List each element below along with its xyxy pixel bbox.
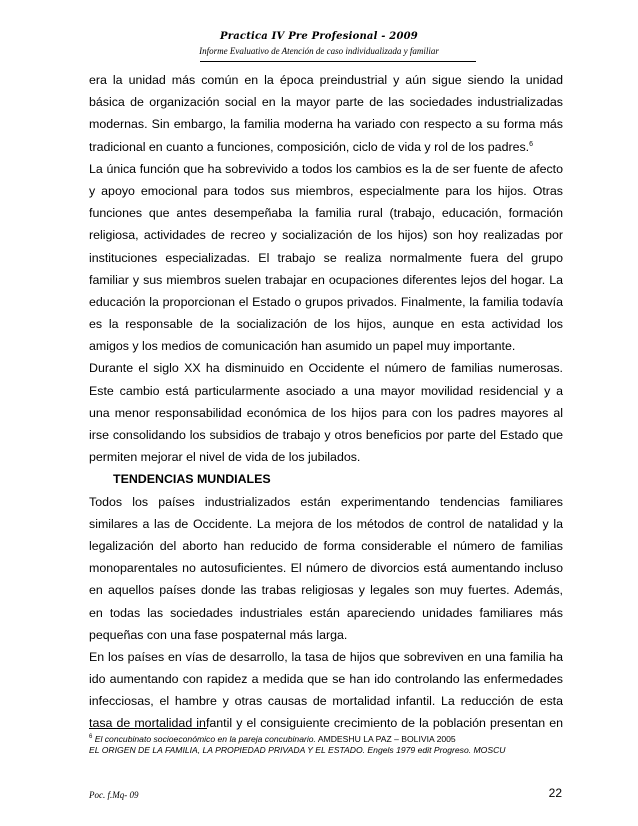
text-line: tasa de mortalidad infantil y el consiguiente crecimiento de la población presentan en	[89, 716, 563, 731]
footnote-divider	[89, 728, 207, 729]
header-title: Practica IV Pre Profesional - 2009	[220, 31, 418, 42]
footnote-reference: 6	[529, 140, 534, 148]
text-line: Durante el siglo XX ha disminuido en Occidente el número de familias numerosas.	[89, 361, 563, 376]
text-line: Este cambio está particularmente asociado a una mayor movilidad residencial y a	[89, 383, 563, 398]
text-line: pequeñas con una fase pospaternal más larga.	[89, 627, 348, 642]
text-line: es la responsable de la socialización de los hijos, aunque en esta actividad los	[89, 317, 563, 332]
text-line: ido aumentando con rapidez a medida que se han ido controlando las enfermedades	[89, 672, 563, 687]
text-line: La única función que ha sobrevivido a todos los cambios es la de ser fuente de afecto	[89, 161, 563, 176]
text-line: En los países en vías de desarrollo, la tasa de hijos que sobreviven en una familia ha	[89, 649, 563, 664]
text-line: religiosa, actividades de recreo y socialización de los hijos) son hoy realizadas por	[89, 228, 563, 243]
footnote-plain-text: AMDESHU LA PAZ – BOLIVIA 2005	[315, 733, 456, 744]
text-line: y apoyo emocional para todos sus miembros, especialmente para los hijos. Otras	[89, 183, 563, 198]
text-line: una menor responsabilidad económica de los hijos para con los padres mayores al	[89, 405, 563, 420]
footnote-marker: 6	[89, 734, 93, 740]
text-line: en todas las sociedades industriales están apareciendo unidades familiares más	[89, 605, 563, 620]
text-line: básica de organización social en la mayor parte de las sociedades industrializadas	[89, 95, 563, 110]
body-text	[89, 69, 563, 735]
footnote-italic-text: El concubinato socioeconómico en la pareja concubinario.	[92, 733, 316, 744]
text-line: modernas. Sin embargo, la familia moderna ha variado con respecto a su forma más	[89, 117, 563, 132]
text-line: similares a las de Occidente. La mejora de los métodos de control de natalidad y la	[89, 516, 563, 531]
section-heading: TENDENCIAS MUNDIALES	[113, 472, 271, 487]
text-line: en aquellos países donde las trabas religiosas y legales son muy fuertes. Además,	[89, 583, 563, 598]
text-line: monoparentales no autosuficientes. El número de divorcios está aumentando incluso	[89, 561, 563, 576]
header-subtitle: Informe Evaluativo de Atención de caso individualizada y familiar	[199, 46, 439, 56]
text-line: legalización del aborto han reducido de forma considerable el número de familias	[89, 538, 563, 553]
text-line: familiar y sus miembros suelen trabajar en ocupaciones diferentes lejos del hogar. La	[89, 272, 563, 287]
footnote-line: EL ORIGEN DE LA FAMILIA, LA PROPIEDAD PRIVADA Y EL ESTADO. Engels 1979 edit Progreso. MOSCU	[89, 745, 506, 756]
text-line: amigos y los medios de comunicación han asumido un papel muy importante.	[89, 339, 516, 354]
text-line: Todos los países industrializados están experimentando tendencias familiares	[89, 494, 563, 509]
text-line: educación la proporcionan el Estado o grupos privados. Finalmente, la familia todavía	[89, 294, 563, 309]
footnote-line	[89, 732, 569, 745]
text-line: instituciones especializadas. El trabajo se realiza normalmente fuera del grupo	[89, 250, 563, 265]
header-divider	[200, 61, 476, 62]
text-line-content: tradicional en cuanto a funciones, composición, ciclo de vida y rol de los padres.	[89, 139, 530, 154]
text-line	[89, 136, 563, 158]
text-line: era la unidad más común en la época preindustrial y aún sigue siendo la unidad	[89, 73, 563, 87]
footnote	[89, 732, 569, 757]
page-number: 22	[548, 786, 562, 800]
footer-note: Poc. f.Mq- 09	[89, 790, 139, 800]
text-line: permiten mejorar el nivel de vida de los jubilados.	[89, 450, 361, 465]
text-line: infecciosas, el hambre y otras causas de mortalidad infantil. La reducción de esta	[89, 694, 563, 709]
text-line: funciones que antes desempeñaba la familia rural (trabajo, educación, formación	[89, 206, 563, 221]
text-line: irse consolidando los subsidios de trabajo y otros beneficios por parte del Estado que	[89, 428, 563, 442]
